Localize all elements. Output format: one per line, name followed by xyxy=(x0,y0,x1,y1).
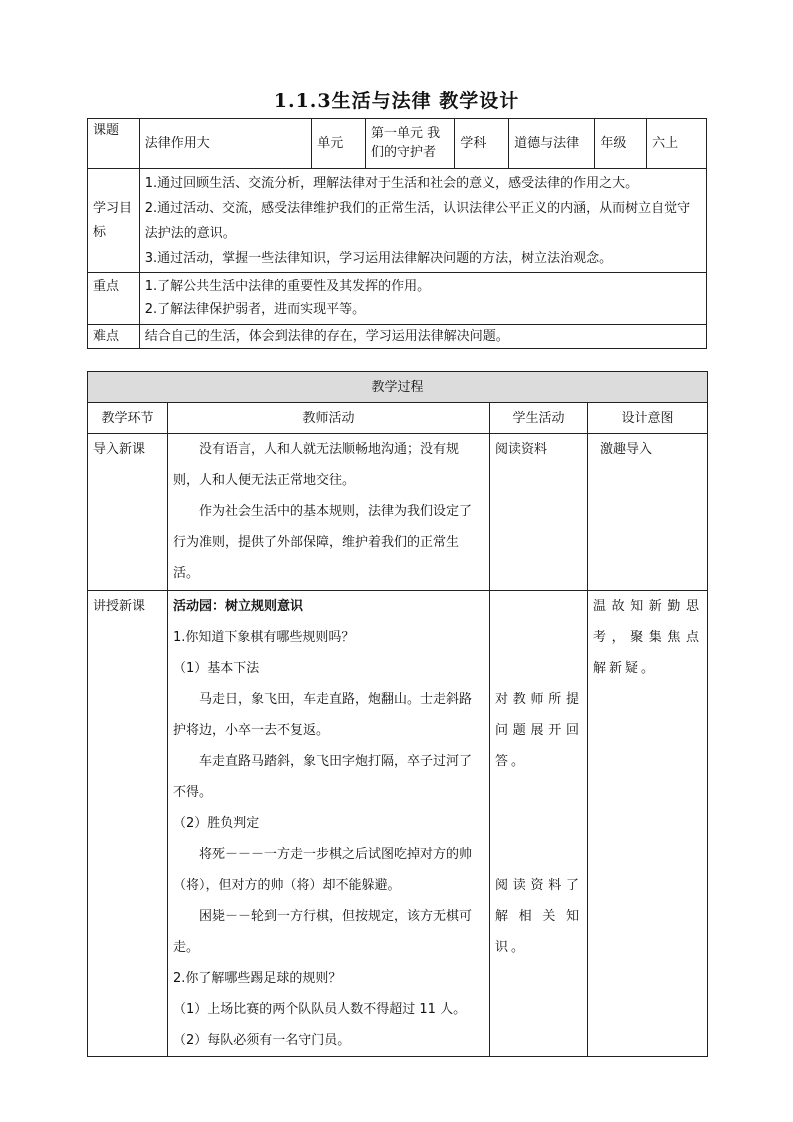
subject-value: 道德与法律 xyxy=(509,119,595,169)
question-2: 2.你了解哪些踢足球的规则？ xyxy=(173,971,342,986)
subject-label: 学科 xyxy=(455,119,509,169)
question-2-item: （1）上场比赛的两个队队员人数不得超过 11 人。 xyxy=(173,1002,467,1017)
goal-item: 2.通过活动、交流，感受法律维护我们的正常生活，认识法律公平正义的内涵，从而树立自觉守法护法的意识。 xyxy=(144,201,691,241)
topic-label: 课题 xyxy=(88,119,140,169)
header-intent: 设计意图 xyxy=(588,403,708,434)
teacher-paragraph: 没有语言，人和人就无法顺畅地沟通；没有规则，人和人便无法正常地交往。 xyxy=(173,442,460,488)
goal-item: 1.通过回顾生活、交流分析，理解法律对于生活和社会的意义，感受法律的作用之大。 xyxy=(144,176,639,191)
key-label: 重点 xyxy=(88,273,140,325)
goals-label: 学习目标 xyxy=(88,169,140,273)
grade-value: 六上 xyxy=(647,119,707,169)
unit-value: 第一单元 我们的守护者 xyxy=(366,119,455,169)
question-2-item: （2）每队必须有一名守门员。 xyxy=(173,1033,351,1048)
difficulty-value: 结合自己的生活，体会到法律的存在，学习运用法律解决问题。 xyxy=(139,325,706,349)
teacher-activity-cell xyxy=(168,591,490,1057)
activity-title: 活动园：树立规则意识 xyxy=(173,599,304,614)
intent-cell: 激趣导入 xyxy=(588,434,708,591)
table-row xyxy=(88,591,708,1057)
document-title: 1.1.3生活与法律 教学设计 xyxy=(273,90,520,112)
goal-item: 3.通过活动，掌握一些法律知识，学习运用法律解决问题的方法，树立法治观念。 xyxy=(144,251,613,266)
intent-cell xyxy=(588,591,708,1057)
header-stage: 教学环节 xyxy=(88,403,168,434)
intent-text: 温故知新勤思考，聚集焦点解新疑。 xyxy=(593,599,703,676)
teacher-paragraph: 将死－－－一方走一步棋之后试图吃掉对方的帅（将），但对方的帅（将）却不能躲避。 xyxy=(173,847,473,893)
goals-cell xyxy=(139,169,706,273)
lesson-info-table xyxy=(87,118,707,349)
question-1: 1.你知道下象棋有哪些规则吗？ xyxy=(173,630,355,645)
student-activity-cell xyxy=(490,591,588,1057)
question-1-sub-1: （1）基本下法 xyxy=(173,661,260,676)
stage-cell: 讲授新课 xyxy=(88,591,168,1057)
header-teacher: 教师活动 xyxy=(168,403,490,434)
question-1-sub-2: （2）胜负判定 xyxy=(173,816,260,831)
grade-label: 年级 xyxy=(595,119,647,169)
key-point-item: 2.了解法律保护弱者，进而实现平等。 xyxy=(144,302,366,317)
student-response: 对教师所提问题展开回答。 xyxy=(495,692,582,769)
teacher-paragraph: 困毙－－轮到一方行棋，但按规定，该方无棋可走。 xyxy=(173,909,473,955)
topic-value: 法律作用大 xyxy=(139,119,312,169)
table-row xyxy=(88,434,708,591)
key-points-cell xyxy=(139,273,706,325)
teacher-activity-cell xyxy=(168,434,490,591)
student-response: 阅读资料了解相关知识。 xyxy=(495,878,582,955)
header-student: 学生活动 xyxy=(490,403,588,434)
student-activity-cell: 阅读资料 xyxy=(490,434,588,591)
teaching-process-table xyxy=(87,371,708,1057)
key-point-item: 1.了解公共生活中法律的重要性及其发挥的作用。 xyxy=(144,279,431,294)
process-title: 教学过程 xyxy=(88,372,708,403)
teacher-paragraph: 马走日，象飞田，车走直路，炮翻山。士走斜路护将边，小卒一去不复返。 xyxy=(173,692,473,738)
teacher-paragraph: 车走直路马踏斜，象飞田字炮打隔，卒子过河了不得。 xyxy=(173,754,473,800)
difficulty-label: 难点 xyxy=(88,325,140,349)
unit-label: 单元 xyxy=(312,119,366,169)
stage-cell: 导入新课 xyxy=(88,434,168,591)
teacher-paragraph: 作为社会生活中的基本规则，法律为我们设定了行为准则，提供了外部保障，维护着我们的正常生活。 xyxy=(173,504,473,581)
